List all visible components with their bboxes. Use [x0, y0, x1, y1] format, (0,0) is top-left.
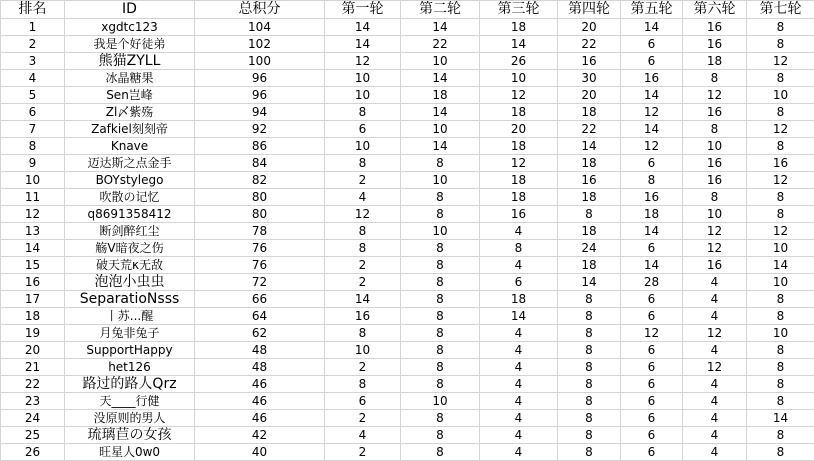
cell-round-7[interactable]: 8 [747, 359, 814, 376]
cell-round-3[interactable]: 4 [480, 257, 558, 274]
cell-round-1[interactable]: 10 [325, 342, 401, 359]
cell-round-2[interactable]: 8 [401, 257, 480, 274]
cell-round-3[interactable]: 18 [480, 189, 558, 206]
cell-round-7[interactable]: 16 [747, 155, 814, 172]
cell-rank[interactable]: 19 [1, 325, 65, 342]
cell-rank[interactable]: 12 [1, 206, 65, 223]
cell-total[interactable]: 46 [195, 376, 325, 393]
cell-round-6[interactable]: 12 [683, 240, 747, 257]
cell-round-5[interactable]: 6 [621, 53, 683, 70]
cell-round-1[interactable]: 10 [325, 138, 401, 155]
cell-round-5[interactable]: 6 [621, 342, 683, 359]
cell-round-1[interactable]: 8 [325, 104, 401, 121]
cell-id[interactable]: Sen岂峰 [65, 87, 195, 104]
cell-round-5[interactable]: 6 [621, 155, 683, 172]
cell-round-1[interactable]: 10 [325, 87, 401, 104]
cell-round-4[interactable]: 20 [558, 19, 621, 36]
cell-rank[interactable]: 13 [1, 223, 65, 240]
cell-round-7[interactable]: 8 [747, 138, 814, 155]
cell-rank[interactable]: 2 [1, 36, 65, 53]
cell-round-3[interactable]: 16 [480, 206, 558, 223]
cell-round-5[interactable]: 14 [621, 87, 683, 104]
header-round-1[interactable]: 第一轮 [325, 1, 401, 19]
cell-round-5[interactable]: 6 [621, 393, 683, 410]
header-round-3[interactable]: 第三轮 [480, 1, 558, 19]
table-row [1, 138, 814, 155]
cell-round-7[interactable]: 8 [747, 376, 814, 393]
cell-round-5[interactable]: 12 [621, 104, 683, 121]
cell-round-6[interactable]: 8 [683, 70, 747, 87]
cell-round-6[interactable]: 4 [683, 274, 747, 291]
cell-rank[interactable]: 26 [1, 444, 65, 461]
cell-round-5[interactable]: 14 [621, 257, 683, 274]
cell-id[interactable]: 我是个好徒弟 [65, 36, 195, 53]
table-row [1, 189, 814, 206]
cell-round-7[interactable]: 8 [747, 104, 814, 121]
cell-round-6[interactable]: 16 [683, 36, 747, 53]
cell-round-1[interactable]: 2 [325, 172, 401, 189]
cell-rank[interactable]: 24 [1, 410, 65, 427]
cell-rank[interactable]: 3 [1, 53, 65, 70]
cell-rank[interactable]: 18 [1, 308, 65, 325]
cell-round-7[interactable]: 12 [747, 121, 814, 138]
cell-round-1[interactable]: 10 [325, 70, 401, 87]
table-row [1, 376, 814, 393]
cell-round-5[interactable]: 6 [621, 308, 683, 325]
cell-round-1[interactable]: 2 [325, 359, 401, 376]
cell-total[interactable]: 82 [195, 172, 325, 189]
cell-round-1[interactable]: 8 [325, 325, 401, 342]
cell-round-6[interactable]: 12 [683, 359, 747, 376]
cell-round-6[interactable]: 10 [683, 206, 747, 223]
cell-round-3[interactable]: 6 [480, 274, 558, 291]
cell-round-6[interactable]: 10 [683, 138, 747, 155]
cell-round-7[interactable]: 8 [747, 342, 814, 359]
cell-round-4[interactable]: 24 [558, 240, 621, 257]
cell-round-4[interactable]: 8 [558, 410, 621, 427]
table-row [1, 104, 814, 121]
cell-round-1[interactable]: 2 [325, 410, 401, 427]
table-row [1, 342, 814, 359]
cell-round-4[interactable]: 8 [558, 427, 621, 444]
cell-round-3[interactable]: 18 [480, 291, 558, 308]
cell-round-4[interactable]: 14 [558, 274, 621, 291]
cell-round-2[interactable]: 8 [401, 189, 480, 206]
cell-round-4[interactable]: 8 [558, 308, 621, 325]
cell-round-4[interactable]: 8 [558, 291, 621, 308]
cell-round-7[interactable]: 8 [747, 393, 814, 410]
cell-round-4[interactable]: 8 [558, 444, 621, 461]
cell-id[interactable]: 天____行健 [65, 393, 195, 410]
header-row [1, 1, 814, 19]
cell-total[interactable]: 40 [195, 444, 325, 461]
cell-round-6[interactable]: 8 [683, 121, 747, 138]
cell-round-3[interactable]: 4 [480, 359, 558, 376]
cell-rank[interactable]: 11 [1, 189, 65, 206]
table-row [1, 206, 814, 223]
cell-round-7[interactable]: 8 [747, 206, 814, 223]
cell-round-6[interactable]: 12 [683, 87, 747, 104]
cell-total[interactable]: 66 [195, 291, 325, 308]
cell-id[interactable]: Zafkiel刻刻帝 [65, 121, 195, 138]
cell-round-1[interactable]: 8 [325, 240, 401, 257]
cell-round-2[interactable]: 10 [401, 223, 480, 240]
cell-round-1[interactable]: 14 [325, 19, 401, 36]
cell-round-3[interactable]: 4 [480, 325, 558, 342]
cell-round-3[interactable]: 26 [480, 53, 558, 70]
cell-rank[interactable]: 5 [1, 87, 65, 104]
cell-round-6[interactable]: 12 [683, 223, 747, 240]
cell-round-7[interactable]: 10 [747, 325, 814, 342]
cell-round-7[interactable]: 12 [747, 53, 814, 70]
cell-id[interactable]: 丨苏...醒 [65, 308, 195, 325]
cell-round-2[interactable]: 8 [401, 274, 480, 291]
cell-round-1[interactable]: 16 [325, 308, 401, 325]
cell-id[interactable]: 破天荒κ无敌 [65, 257, 195, 274]
cell-round-2[interactable]: 14 [401, 104, 480, 121]
cell-id[interactable]: 没原则的男人 [65, 410, 195, 427]
cell-rank[interactable]: 21 [1, 359, 65, 376]
cell-round-4[interactable]: 16 [558, 172, 621, 189]
cell-round-5[interactable]: 16 [621, 189, 683, 206]
header-round-7[interactable]: 第七轮 [747, 1, 814, 19]
table-row [1, 427, 814, 444]
cell-id[interactable]: 泡泡小虫虫 [65, 274, 195, 291]
cell-total[interactable]: 104 [195, 19, 325, 36]
cell-rank[interactable]: 25 [1, 427, 65, 444]
cell-round-5[interactable]: 14 [621, 121, 683, 138]
cell-total[interactable]: 80 [195, 189, 325, 206]
header-id[interactable]: ID [65, 1, 195, 19]
header-round-6[interactable]: 第六轮 [683, 1, 747, 19]
cell-rank[interactable]: 1 [1, 19, 65, 36]
cell-round-3[interactable]: 4 [480, 444, 558, 461]
cell-total[interactable]: 42 [195, 427, 325, 444]
cell-total[interactable]: 64 [195, 308, 325, 325]
cell-round-1[interactable]: 14 [325, 36, 401, 53]
table-row [1, 87, 814, 104]
cell-round-2[interactable]: 10 [401, 172, 480, 189]
cell-round-5[interactable]: 6 [621, 410, 683, 427]
cell-round-2[interactable]: 8 [401, 291, 480, 308]
table-row [1, 240, 814, 257]
cell-id[interactable]: 路过的路人Qrz [65, 376, 195, 393]
table-row [1, 274, 814, 291]
table-row [1, 359, 814, 376]
cell-total[interactable]: 72 [195, 274, 325, 291]
cell-round-2[interactable]: 10 [401, 121, 480, 138]
cell-round-5[interactable]: 18 [621, 206, 683, 223]
cell-total[interactable]: 94 [195, 104, 325, 121]
cell-id[interactable]: 觞V暗夜之伤 [65, 240, 195, 257]
table-row [1, 36, 814, 53]
cell-round-1[interactable]: 6 [325, 393, 401, 410]
cell-round-7[interactable]: 8 [747, 36, 814, 53]
cell-round-6[interactable]: 4 [683, 291, 747, 308]
cell-round-3[interactable]: 4 [480, 410, 558, 427]
cell-round-2[interactable]: 10 [401, 393, 480, 410]
cell-round-2[interactable]: 14 [401, 70, 480, 87]
cell-total[interactable]: 92 [195, 121, 325, 138]
table-body [1, 1, 814, 461]
cell-round-2[interactable]: 8 [401, 410, 480, 427]
table-row [1, 155, 814, 172]
cell-total[interactable]: 76 [195, 240, 325, 257]
cell-round-7[interactable]: 8 [747, 189, 814, 206]
cell-rank[interactable]: 6 [1, 104, 65, 121]
cell-total[interactable]: 84 [195, 155, 325, 172]
cell-id[interactable]: xgdtc123 [65, 19, 195, 36]
cell-round-5[interactable]: 12 [621, 138, 683, 155]
cell-round-2[interactable]: 8 [401, 376, 480, 393]
cell-round-3[interactable]: 20 [480, 121, 558, 138]
cell-total[interactable]: 86 [195, 138, 325, 155]
cell-rank[interactable]: 4 [1, 70, 65, 87]
cell-round-4[interactable]: 18 [558, 257, 621, 274]
cell-round-4[interactable]: 20 [558, 87, 621, 104]
cell-id[interactable]: 琉璃苣の女孩 [65, 427, 195, 444]
cell-round-4[interactable]: 14 [558, 138, 621, 155]
cell-total[interactable]: 62 [195, 325, 325, 342]
cell-round-7[interactable]: 8 [747, 444, 814, 461]
cell-rank[interactable]: 15 [1, 257, 65, 274]
cell-round-4[interactable]: 18 [558, 223, 621, 240]
cell-round-7[interactable]: 8 [747, 291, 814, 308]
cell-id[interactable]: 熊猫ZYLL [65, 53, 195, 70]
cell-id[interactable]: 冰晶糖果 [65, 70, 195, 87]
cell-total[interactable]: 80 [195, 206, 325, 223]
cell-id[interactable]: BOYstylego [65, 172, 195, 189]
cell-round-2[interactable]: 8 [401, 308, 480, 325]
cell-id[interactable]: 吹散の记忆 [65, 189, 195, 206]
cell-total[interactable]: 46 [195, 393, 325, 410]
cell-round-6[interactable]: 16 [683, 104, 747, 121]
table-row [1, 291, 814, 308]
table-row [1, 223, 814, 240]
cell-round-6[interactable]: 18 [683, 53, 747, 70]
cell-round-3[interactable]: 4 [480, 393, 558, 410]
cell-total[interactable]: 76 [195, 257, 325, 274]
cell-total[interactable]: 48 [195, 342, 325, 359]
cell-total[interactable]: 96 [195, 87, 325, 104]
cell-round-5[interactable]: 6 [621, 359, 683, 376]
cell-round-3[interactable]: 10 [480, 70, 558, 87]
cell-round-4[interactable]: 8 [558, 342, 621, 359]
cell-round-3[interactable]: 18 [480, 19, 558, 36]
cell-round-1[interactable]: 12 [325, 53, 401, 70]
cell-id[interactable]: 旺星人0w0 [65, 444, 195, 461]
cell-round-4[interactable]: 18 [558, 189, 621, 206]
cell-round-7[interactable]: 14 [747, 410, 814, 427]
cell-id[interactable]: 断剑醉红尘 [65, 223, 195, 240]
cell-id[interactable]: 迈达斯之点金手 [65, 155, 195, 172]
cell-round-4[interactable]: 22 [558, 36, 621, 53]
cell-rank[interactable]: 20 [1, 342, 65, 359]
cell-round-4[interactable]: 16 [558, 53, 621, 70]
table-row [1, 70, 814, 87]
cell-rank[interactable]: 16 [1, 274, 65, 291]
header-round-5[interactable]: 第五轮 [621, 1, 683, 19]
cell-round-2[interactable]: 14 [401, 138, 480, 155]
cell-round-2[interactable]: 8 [401, 342, 480, 359]
cell-rank[interactable]: 10 [1, 172, 65, 189]
cell-round-6[interactable]: 16 [683, 19, 747, 36]
table-row [1, 257, 814, 274]
header-rank[interactable]: 排名 [1, 1, 65, 19]
cell-total[interactable]: 48 [195, 359, 325, 376]
cell-round-6[interactable]: 12 [683, 325, 747, 342]
cell-round-5[interactable]: 6 [621, 376, 683, 393]
cell-round-3[interactable]: 4 [480, 376, 558, 393]
cell-round-3[interactable]: 12 [480, 87, 558, 104]
cell-round-3[interactable]: 8 [480, 240, 558, 257]
cell-round-4[interactable]: 8 [558, 206, 621, 223]
cell-round-6[interactable]: 4 [683, 427, 747, 444]
cell-round-3[interactable]: 14 [480, 308, 558, 325]
cell-round-5[interactable]: 6 [621, 427, 683, 444]
cell-round-7[interactable]: 8 [747, 427, 814, 444]
cell-round-7[interactable]: 8 [747, 70, 814, 87]
table-row [1, 393, 814, 410]
cell-round-5[interactable]: 28 [621, 274, 683, 291]
cell-round-6[interactable]: 4 [683, 410, 747, 427]
header-round-2[interactable]: 第二轮 [401, 1, 480, 19]
cell-id[interactable]: het126 [65, 359, 195, 376]
cell-round-1[interactable]: 12 [325, 206, 401, 223]
cell-round-3[interactable]: 14 [480, 36, 558, 53]
cell-round-4[interactable]: 8 [558, 325, 621, 342]
table-row [1, 308, 814, 325]
cell-round-5[interactable]: 6 [621, 444, 683, 461]
cell-id[interactable]: Knave [65, 138, 195, 155]
table-row [1, 172, 814, 189]
cell-round-1[interactable]: 2 [325, 444, 401, 461]
cell-round-6[interactable]: 4 [683, 393, 747, 410]
cell-round-3[interactable]: 18 [480, 104, 558, 121]
cell-round-1[interactable]: 8 [325, 376, 401, 393]
cell-round-5[interactable]: 14 [621, 223, 683, 240]
cell-round-1[interactable]: 4 [325, 189, 401, 206]
cell-rank[interactable]: 23 [1, 393, 65, 410]
cell-round-1[interactable]: 14 [325, 291, 401, 308]
cell-round-4[interactable]: 8 [558, 376, 621, 393]
cell-round-1[interactable]: 8 [325, 223, 401, 240]
cell-round-3[interactable]: 4 [480, 223, 558, 240]
cell-round-6[interactable]: 16 [683, 155, 747, 172]
cell-round-6[interactable]: 16 [683, 257, 747, 274]
cell-round-6[interactable]: 4 [683, 308, 747, 325]
cell-round-5[interactable]: 6 [621, 240, 683, 257]
cell-round-4[interactable]: 22 [558, 121, 621, 138]
cell-round-6[interactable]: 4 [683, 342, 747, 359]
cell-round-7[interactable]: 14 [747, 257, 814, 274]
cell-id[interactable]: Zl〆紫殇 [65, 104, 195, 121]
cell-round-4[interactable]: 8 [558, 393, 621, 410]
table-row [1, 19, 814, 36]
cell-id[interactable]: SeparatioNsss [65, 291, 195, 308]
cell-round-2[interactable]: 10 [401, 53, 480, 70]
cell-id[interactable]: q8691358412 [65, 206, 195, 223]
header-round-4[interactable]: 第四轮 [558, 1, 621, 19]
cell-round-7[interactable]: 10 [747, 87, 814, 104]
cell-round-1[interactable]: 8 [325, 155, 401, 172]
cell-round-2[interactable]: 8 [401, 427, 480, 444]
cell-round-6[interactable]: 16 [683, 172, 747, 189]
cell-total[interactable]: 100 [195, 53, 325, 70]
cell-round-2[interactable]: 22 [401, 36, 480, 53]
cell-total[interactable]: 96 [195, 70, 325, 87]
cell-total[interactable]: 78 [195, 223, 325, 240]
cell-round-2[interactable]: 8 [401, 155, 480, 172]
table-row [1, 325, 814, 342]
cell-round-4[interactable]: 8 [558, 359, 621, 376]
cell-round-5[interactable]: 12 [621, 325, 683, 342]
cell-round-7[interactable]: 10 [747, 274, 814, 291]
cell-round-6[interactable]: 8 [683, 189, 747, 206]
table-row [1, 410, 814, 427]
cell-round-7[interactable]: 8 [747, 308, 814, 325]
cell-round-1[interactable]: 2 [325, 274, 401, 291]
header-total[interactable]: 总积分 [195, 1, 325, 19]
table-row [1, 53, 814, 70]
cell-round-3[interactable]: 4 [480, 427, 558, 444]
cell-round-7[interactable]: 10 [747, 240, 814, 257]
cell-round-3[interactable]: 4 [480, 342, 558, 359]
cell-total[interactable]: 46 [195, 410, 325, 427]
cell-round-1[interactable]: 4 [325, 427, 401, 444]
cell-round-5[interactable]: 8 [621, 172, 683, 189]
cell-round-3[interactable]: 18 [480, 138, 558, 155]
cell-round-1[interactable]: 2 [325, 257, 401, 274]
cell-round-3[interactable]: 12 [480, 155, 558, 172]
cell-round-5[interactable]: 16 [621, 70, 683, 87]
cell-round-2[interactable]: 8 [401, 325, 480, 342]
cell-round-2[interactable]: 8 [401, 359, 480, 376]
cell-round-6[interactable]: 4 [683, 444, 747, 461]
cell-round-3[interactable]: 18 [480, 172, 558, 189]
cell-rank[interactable]: 8 [1, 138, 65, 155]
cell-total[interactable]: 102 [195, 36, 325, 53]
cell-rank[interactable]: 17 [1, 291, 65, 308]
cell-round-2[interactable]: 14 [401, 19, 480, 36]
cell-round-2[interactable]: 8 [401, 240, 480, 257]
cell-round-7[interactable]: 12 [747, 223, 814, 240]
cell-rank[interactable]: 22 [1, 376, 65, 393]
cell-rank[interactable]: 14 [1, 240, 65, 257]
cell-round-2[interactable]: 8 [401, 206, 480, 223]
cell-id[interactable]: SupportHappy [65, 342, 195, 359]
cell-round-6[interactable]: 4 [683, 376, 747, 393]
cell-round-4[interactable]: 18 [558, 155, 621, 172]
table-row [1, 121, 814, 138]
cell-rank[interactable]: 7 [1, 121, 65, 138]
cell-round-4[interactable]: 18 [558, 104, 621, 121]
cell-round-2[interactable]: 18 [401, 87, 480, 104]
cell-round-5[interactable]: 6 [621, 36, 683, 53]
cell-round-7[interactable]: 8 [747, 19, 814, 36]
cell-round-4[interactable]: 30 [558, 70, 621, 87]
cell-round-7[interactable]: 12 [747, 172, 814, 189]
cell-round-2[interactable]: 8 [401, 444, 480, 461]
cell-round-5[interactable]: 6 [621, 291, 683, 308]
table-row [1, 444, 814, 461]
cell-round-5[interactable]: 14 [621, 19, 683, 36]
cell-rank[interactable]: 9 [1, 155, 65, 172]
cell-id[interactable]: 月兔非兔子 [65, 325, 195, 342]
cell-round-1[interactable]: 6 [325, 121, 401, 138]
